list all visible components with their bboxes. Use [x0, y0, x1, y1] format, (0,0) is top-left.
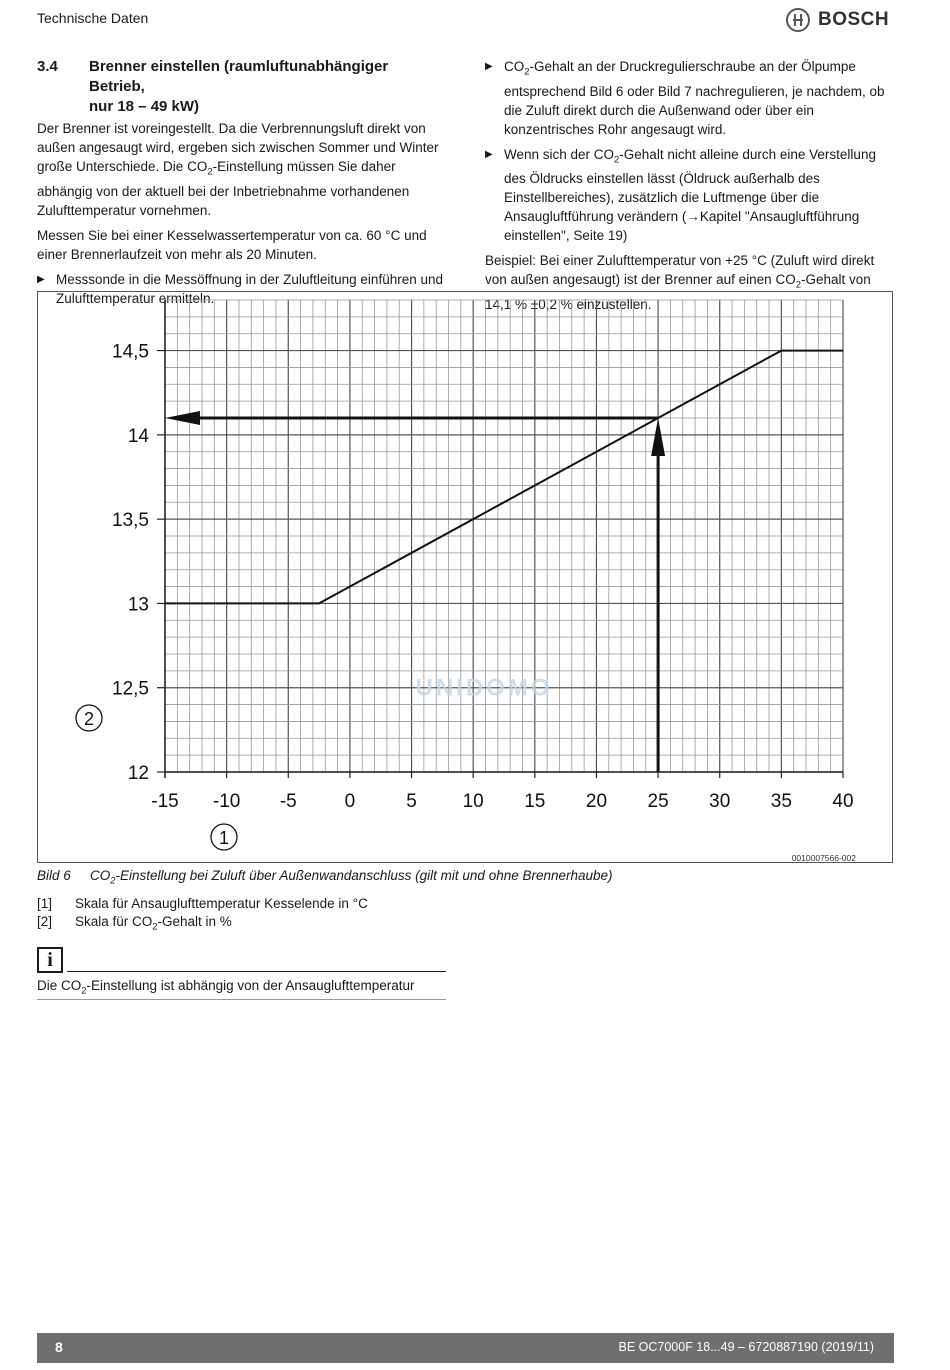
- bullet-triangle-icon: ▶: [37, 273, 45, 285]
- section-number: 3.4: [37, 58, 58, 75]
- co2-setting-line: [165, 351, 843, 604]
- y-tick-label: 14,5: [112, 341, 149, 363]
- bullet-co2-adjust: ▶ $CO_2$-Gehalt an der Druckregulierschraube an der Ölpumpe entsprechend Bild 6 oder Bild 7 nachregulieren, je nachdem, ob die Zuluft direkt durch die Außenwand oder über ein konzentrisches Rohr angesaugt wird.: [485, 59, 885, 137]
- x-tick-label: 25: [647, 791, 669, 812]
- y-tick-label: 13: [127, 594, 149, 616]
- legend-item-2: [2] Skala für $CO_2$-Gehalt in %: [37, 914, 232, 933]
- bullet-triangle-icon: ▶: [485, 61, 493, 72]
- co2-chart-frame: [37, 291, 893, 863]
- co2-chart: [38, 292, 894, 864]
- figure-code: 0010007566-002: [791, 853, 856, 863]
- section-title-line1: Brenner einstellen (raumluftunabhängiger Betrieb,: [89, 58, 389, 95]
- left-column: [37, 57, 447, 314]
- info-icon: i: [37, 947, 63, 973]
- x-tick-label: -5: [279, 791, 297, 812]
- x-tick-label: 35: [770, 791, 792, 812]
- measure-paragraph: Messen Sie bei einer Kesselwassertemperatur von ca. 60 °C und einer Brennerlaufzeit von mehr als 20 Minuten.: [37, 227, 427, 262]
- example-paragraph: Beispiel: Bei einer Zulufttemperatur von +25 °C (Zuluft wird direkt von außen angesaugt) ist der Brenner auf einen $CO_2$-Gehalt von 14,1 % ±0,2 % einzustellen.: [485, 253, 875, 313]
- bosch-logo: [786, 8, 889, 32]
- x-tick-label: 5: [406, 791, 417, 812]
- info-bottom-divider: [37, 999, 446, 1000]
- bullet-triangle-icon: ▶: [485, 148, 493, 160]
- x-tick-label: 0: [344, 791, 356, 812]
- x-axis-marker-label: 1: [218, 828, 230, 848]
- x-tick-label: 40: [832, 791, 854, 812]
- bosch-armature-icon: [786, 8, 810, 32]
- x-tick-label: 20: [585, 791, 608, 812]
- example-left-arrowhead: [165, 411, 200, 425]
- page-header-title: Technische Daten: [37, 10, 149, 26]
- document-reference: BE OC7000F 18...49 – 6720887190 (2019/11): [618, 1340, 874, 1354]
- bullet-measure-probe: ▶ Messsonde in die Messöffnung in der Zuluftleitung einführen und Zulufttemperatur ermitteln.: [37, 271, 443, 306]
- figure-caption-text: $CO_2$-Einstellung bei Zuluft über Außenwandanschluss (gilt mit und ohne Brennerhaube): [90, 868, 613, 887]
- legend-item-1: [1] Skala für Ansauglufttemperatur Kesselende in °C: [37, 896, 368, 911]
- figure-number: Bild 6: [37, 868, 71, 883]
- section-heading: [37, 57, 447, 117]
- info-divider: [67, 971, 446, 972]
- figure-caption: [37, 868, 613, 887]
- info-note: Die $CO_2$-Einstellung ist abhängig von der Ansauglufttemperatur: [37, 978, 415, 997]
- section-title: [89, 57, 447, 117]
- brand-name: BOSCH: [818, 9, 890, 30]
- x-tick-label: 15: [524, 791, 546, 812]
- intro-paragraph: Der Brenner ist voreingestellt. Da die Verbrennungsluft direkt von außen angesaugt wird, ergeben sich zwischen Sommer und Winter große Unterschiede. Die $CO_2$-Einstellung müssen Sie daher abhängig von der aktuell bei der Inbetriebnahme vorhandenen Zulufttemperatur vornehmen.: [37, 121, 439, 218]
- y-tick-label: 12,5: [112, 678, 149, 700]
- y-tick-label: 13,5: [112, 510, 149, 532]
- section-title-line2: nur 18 – 49 kW): [89, 98, 200, 115]
- figure-legend: [37, 895, 368, 937]
- x-tick-label: -15: [151, 791, 179, 812]
- y-axis-marker-label: 2: [83, 709, 95, 729]
- right-column: [485, 57, 895, 320]
- y-tick-label: 12: [127, 763, 149, 784]
- page-footer: [37, 1333, 894, 1363]
- y-tick-label: 14: [127, 425, 149, 447]
- x-tick-label: 30: [709, 791, 731, 812]
- x-tick-label: -10: [212, 791, 241, 812]
- bullet-air-adjust: ▶ Wenn sich der $CO_2$-Gehalt nicht alleine durch eine Verstellung des Öldrucks einstellen lässt (Öldruck außerhalb des Einstellbereiches), zusätzlich die Luftmenge über die Ansaugluftführung verändern (→Kapitel "Ansaugluftführung einstellen", Seite 19): [485, 146, 876, 244]
- watermark-text: UNIDOMO: [415, 674, 553, 702]
- x-tick-label: 10: [462, 791, 484, 812]
- example-up-arrowhead: [651, 418, 665, 456]
- page-number: 8: [55, 1339, 63, 1355]
